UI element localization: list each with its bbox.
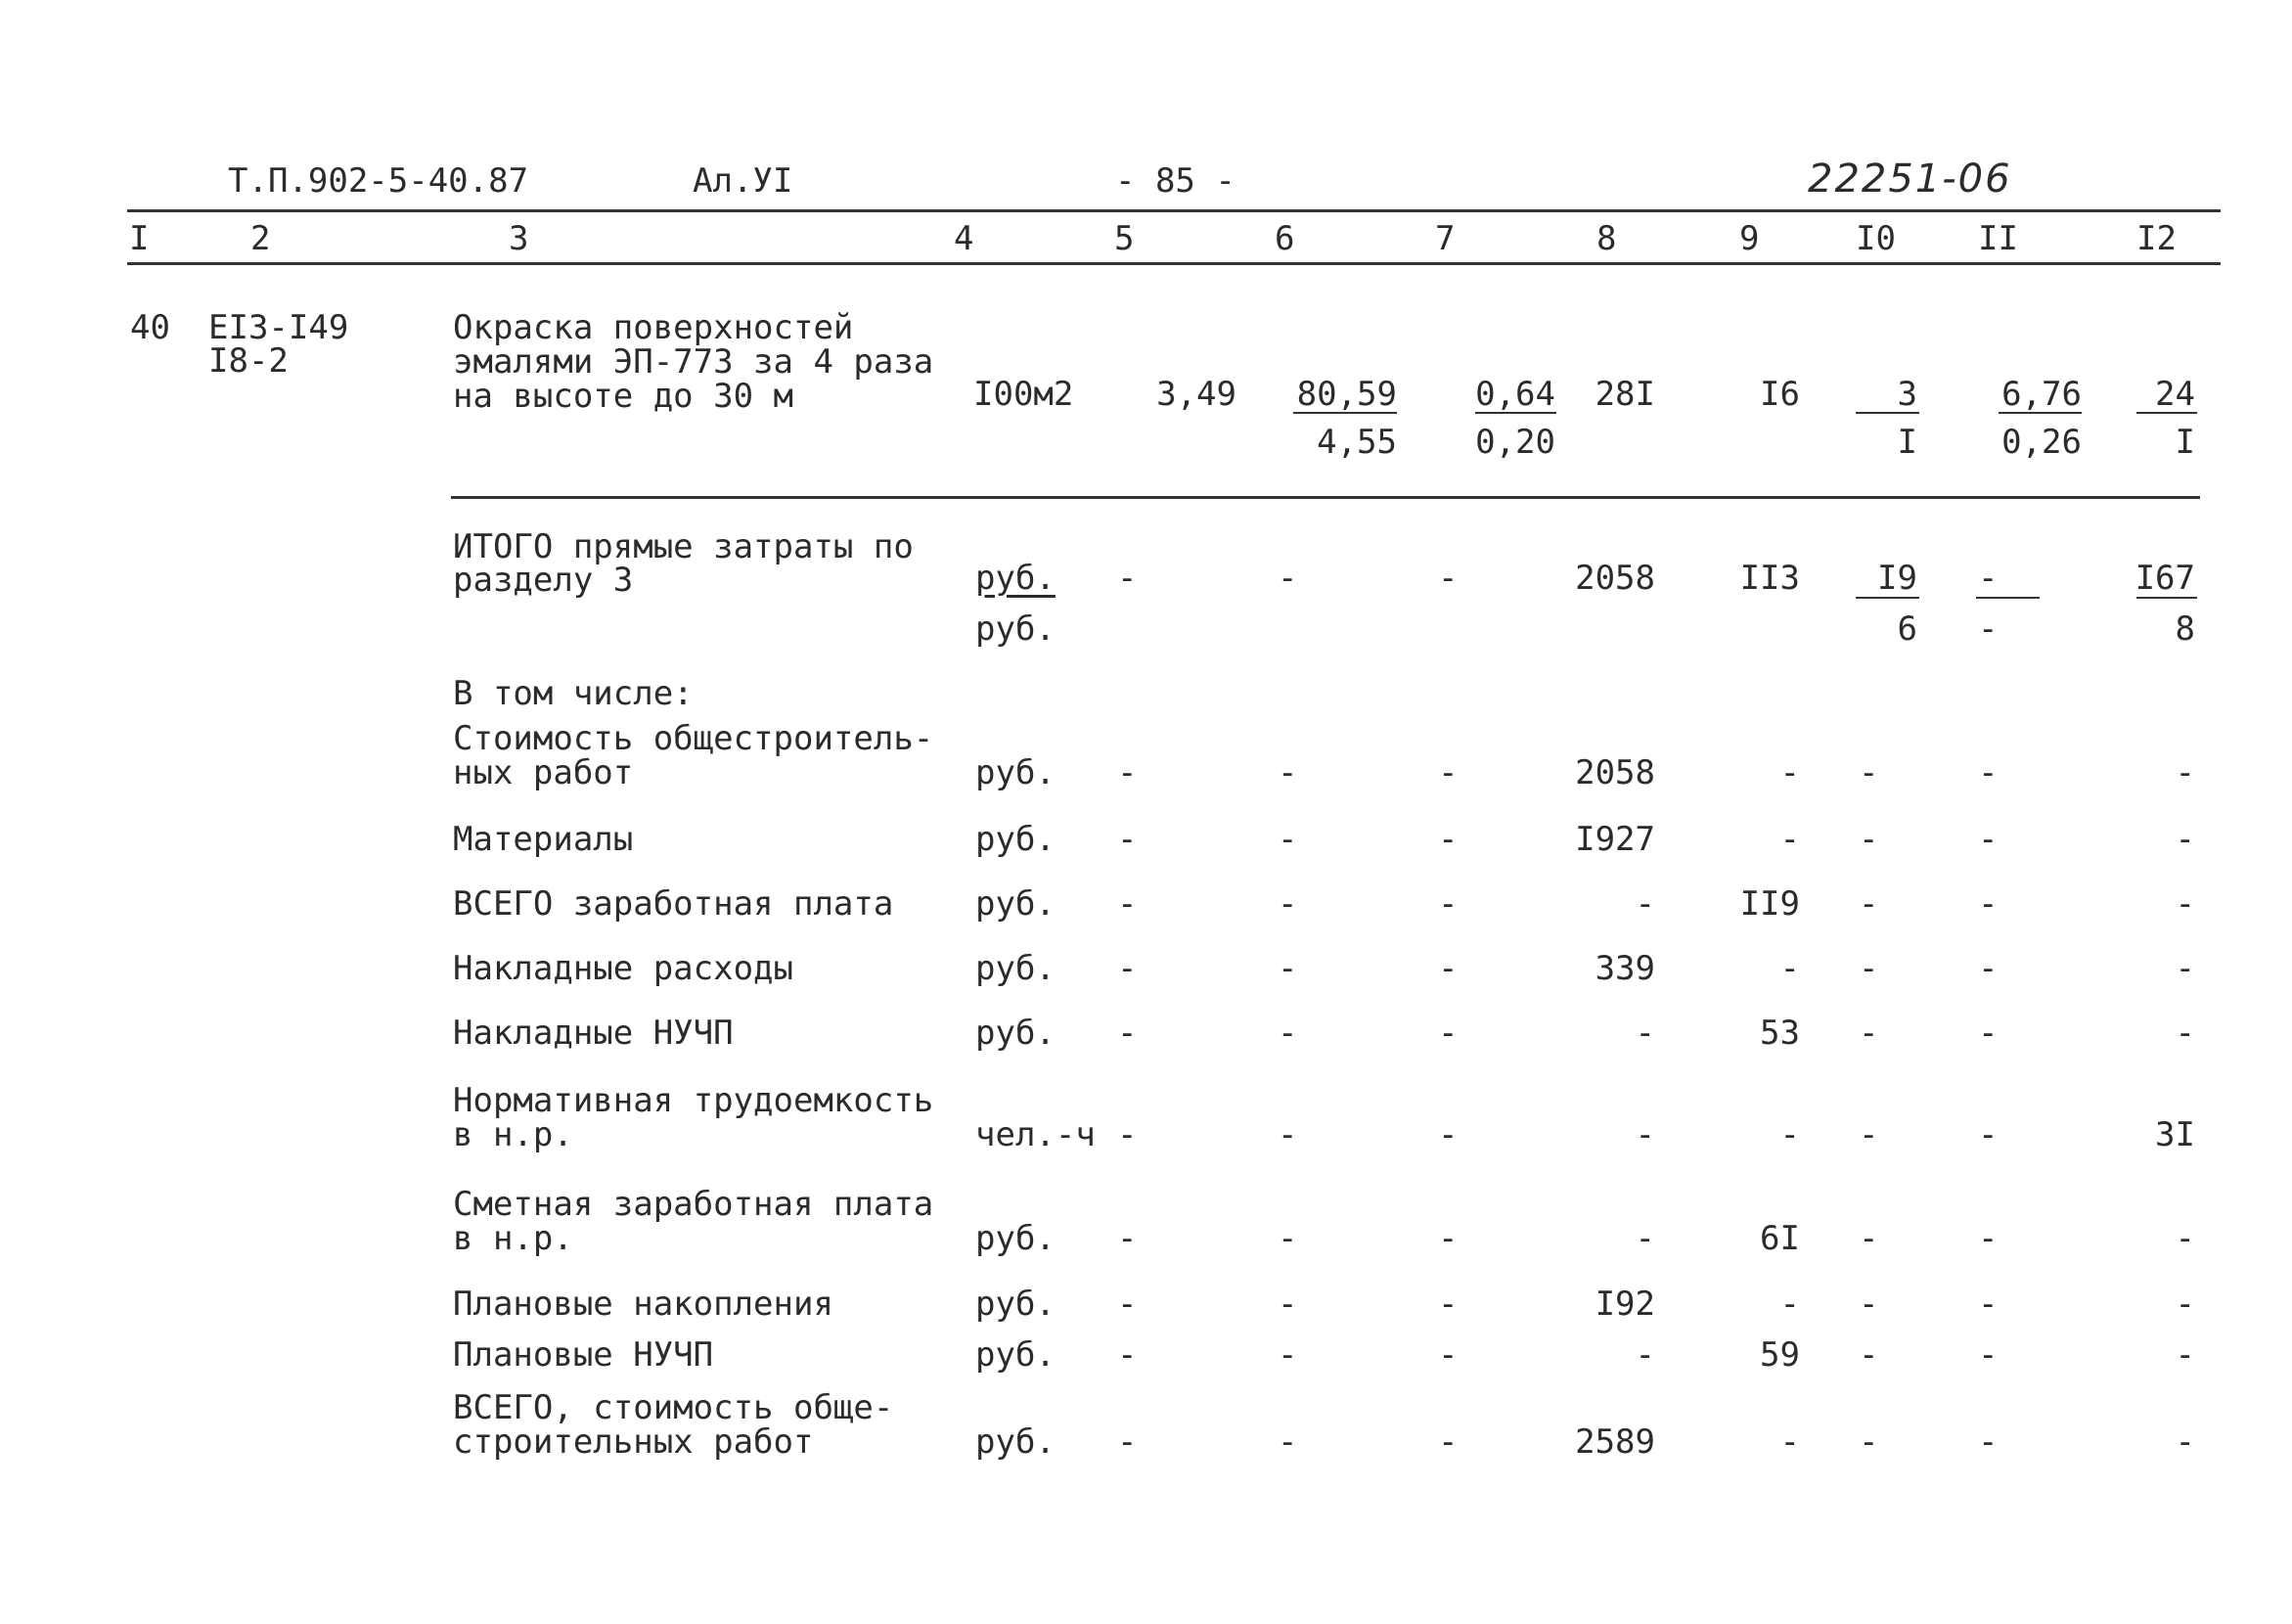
row-col7: - bbox=[1438, 753, 1459, 792]
row-label-line1: Плановые накопления bbox=[453, 1285, 833, 1324]
row-col10: - bbox=[1859, 884, 1879, 924]
row-label-line1: Накладные расходы bbox=[453, 949, 793, 988]
row-col5: - bbox=[1117, 1422, 1138, 1462]
row-col12: - bbox=[2175, 884, 2195, 924]
itogo-col10-bottom: 6 bbox=[1897, 609, 1917, 649]
row-col7: - bbox=[1438, 949, 1459, 988]
row-col7: - bbox=[1438, 1115, 1459, 1154]
itogo-col5: - bbox=[1117, 559, 1138, 598]
v-tom-chisle-label: В том числе: bbox=[453, 674, 694, 713]
row-col10: - bbox=[1859, 949, 1879, 988]
row-col5: - bbox=[1117, 884, 1138, 924]
itogo-col11-top: - bbox=[1978, 559, 1999, 598]
row-col7: - bbox=[1438, 1422, 1459, 1462]
row-unit: руб. bbox=[975, 949, 1056, 988]
row-col9: - bbox=[1779, 949, 1800, 988]
row-col10: - bbox=[1859, 820, 1879, 859]
handwritten-number: 22251-06 bbox=[1808, 157, 2012, 202]
row-unit: руб. bbox=[975, 1285, 1056, 1324]
row-col8: 339 bbox=[1595, 949, 1655, 988]
column-number: I0 bbox=[1856, 219, 1896, 258]
column-number: I bbox=[129, 219, 150, 258]
row-col5: - bbox=[1117, 1335, 1138, 1375]
row-label-line1: Стоимость общестроитель- bbox=[453, 719, 934, 758]
page-number: - 85 - bbox=[1115, 161, 1236, 201]
column-number: 3 bbox=[509, 219, 529, 258]
row-col11: - bbox=[1978, 1014, 1999, 1053]
item-col12-bottom: I bbox=[2175, 423, 2195, 462]
row-col9: - bbox=[1779, 1285, 1800, 1324]
itogo-col9: II3 bbox=[1739, 559, 1800, 598]
itogo-label-line2: разделу 3 bbox=[453, 561, 634, 600]
row-col7: - bbox=[1438, 1219, 1459, 1258]
item-col7-bottom: 0,20 bbox=[1475, 423, 1555, 462]
itogo-col10-fraction-line bbox=[1856, 597, 1919, 599]
row-col6: - bbox=[1278, 1115, 1298, 1154]
itogo-col12-top: I67 bbox=[2135, 559, 2195, 598]
item-col10-top: 3 bbox=[1897, 375, 1917, 414]
itogo-col8: 2058 bbox=[1575, 559, 1655, 598]
row-col9: - bbox=[1779, 1115, 1800, 1154]
row-col11: - bbox=[1978, 1422, 1999, 1462]
itogo-label-line1: ИТОГО прямые затраты по bbox=[453, 527, 914, 566]
column-number: 5 bbox=[1114, 219, 1135, 258]
column-number: 6 bbox=[1275, 219, 1295, 258]
row-col5: - bbox=[1117, 820, 1138, 859]
row-col9: - bbox=[1779, 820, 1800, 859]
row-unit: руб. bbox=[975, 1422, 1056, 1462]
row-col6: - bbox=[1278, 1335, 1298, 1375]
row-col9: 59 bbox=[1760, 1335, 1800, 1375]
item-col11-bottom: 0,26 bbox=[2001, 423, 2082, 462]
item-code-line2: I8-2 bbox=[208, 341, 289, 381]
row-col12: - bbox=[2175, 949, 2195, 988]
row-label-line1: Плановые НУЧП bbox=[453, 1335, 714, 1375]
row-col5: - bbox=[1117, 753, 1138, 792]
item-col11-fraction-line bbox=[1999, 412, 2082, 414]
row-col8: I92 bbox=[1595, 1285, 1655, 1324]
column-number: II bbox=[1978, 219, 2018, 258]
row-col8: - bbox=[1635, 1115, 1655, 1154]
row-col12: - bbox=[2175, 820, 2195, 859]
item-col8: 28I bbox=[1595, 375, 1655, 414]
row-label-line1: ВСЕГО заработная плата bbox=[453, 884, 894, 924]
item-code-line1: ЕI3-I49 bbox=[208, 308, 349, 347]
row-col12: - bbox=[2175, 1014, 2195, 1053]
row-col6: - bbox=[1278, 1422, 1298, 1462]
row-col6: - bbox=[1278, 884, 1298, 924]
item-col11-top: 6,76 bbox=[2001, 375, 2082, 414]
row-unit: руб. bbox=[975, 884, 1056, 924]
itogo-col7: - bbox=[1438, 559, 1459, 598]
column-number: 2 bbox=[250, 219, 271, 258]
row-unit: руб. bbox=[975, 820, 1056, 859]
row-col10: - bbox=[1859, 753, 1879, 792]
row-col12: - bbox=[2175, 1335, 2195, 1375]
row-col7: - bbox=[1438, 1335, 1459, 1375]
column-number: 9 bbox=[1739, 219, 1760, 258]
row-col12: - bbox=[2175, 1285, 2195, 1324]
album-label: Ал.УI bbox=[693, 161, 793, 201]
row-unit: руб. bbox=[975, 1014, 1056, 1053]
row-col8: - bbox=[1635, 1219, 1655, 1258]
item-col7-top: 0,64 bbox=[1475, 375, 1555, 414]
row-col9: - bbox=[1779, 753, 1800, 792]
row-label-line2: в н.р. bbox=[453, 1219, 573, 1258]
row-col12: 3I bbox=[2155, 1115, 2195, 1154]
row-col6: - bbox=[1278, 949, 1298, 988]
itogo-col11-fraction-line bbox=[1976, 597, 2040, 599]
row-label-line2: ных работ bbox=[453, 753, 634, 792]
row-label-line1: Нормативная трудоемкость bbox=[453, 1081, 934, 1120]
item-desc-line1: Окраска поверхностей bbox=[453, 308, 854, 347]
row-col8: I927 bbox=[1575, 820, 1655, 859]
item-col9: I6 bbox=[1760, 375, 1800, 414]
row-col5: - bbox=[1117, 1285, 1138, 1324]
row-label-line1: ВСЕГО, стоимость обще- bbox=[453, 1388, 894, 1427]
itogo-unit-bottom: руб. bbox=[975, 609, 1056, 649]
itogo-col11-bottom: - bbox=[1978, 609, 1999, 649]
item-col10-bottom: I bbox=[1897, 423, 1917, 462]
row-col5: - bbox=[1117, 949, 1138, 988]
row-unit: руб. bbox=[975, 1335, 1056, 1375]
row-col7: - bbox=[1438, 820, 1459, 859]
itogo-unit-top: руб. bbox=[975, 559, 1056, 598]
row-col5: - bbox=[1117, 1219, 1138, 1258]
itogo-col10-top: I9 bbox=[1877, 559, 1917, 598]
row-col10: - bbox=[1859, 1335, 1879, 1375]
row-col11: - bbox=[1978, 1335, 1999, 1375]
column-number: 7 bbox=[1435, 219, 1456, 258]
row-col8: - bbox=[1635, 884, 1655, 924]
row-label-line2: строительных работ bbox=[453, 1422, 814, 1462]
itogo-col12-bottom: 8 bbox=[2175, 609, 2195, 649]
row-unit: руб. bbox=[975, 753, 1056, 792]
row-col9: 53 bbox=[1760, 1014, 1800, 1053]
row-col6: - bbox=[1278, 753, 1298, 792]
header-top-rule bbox=[127, 209, 2221, 212]
doc-code: Т.П.902-5-40.87 bbox=[228, 161, 529, 201]
item-col6-fraction-line bbox=[1293, 412, 1397, 414]
row-col11: - bbox=[1978, 949, 1999, 988]
row-col10: - bbox=[1859, 1115, 1879, 1154]
row-col10: - bbox=[1859, 1422, 1879, 1462]
header-bottom-rule bbox=[127, 262, 2221, 265]
itogo-col12-fraction-line bbox=[2136, 597, 2197, 599]
row-col6: - bbox=[1278, 1219, 1298, 1258]
row-col8: 2589 bbox=[1575, 1422, 1655, 1462]
item-col10-fraction-line bbox=[1856, 412, 1919, 414]
item-col12-top: 24 bbox=[2155, 375, 2195, 414]
row-unit: руб. bbox=[975, 1219, 1056, 1258]
row-col11: - bbox=[1978, 1219, 1999, 1258]
row-col5: - bbox=[1117, 1014, 1138, 1053]
item-unit: I00м2 bbox=[973, 375, 1074, 414]
item-col6-top: 80,59 bbox=[1296, 375, 1397, 414]
row-label-line2: в н.р. bbox=[453, 1115, 573, 1154]
item-col6-bottom: 4,55 bbox=[1317, 423, 1397, 462]
row-col12: - bbox=[2175, 1422, 2195, 1462]
row-col11: - bbox=[1978, 753, 1999, 792]
row-col10: - bbox=[1859, 1014, 1879, 1053]
row-col9: - bbox=[1779, 1422, 1800, 1462]
section-separator bbox=[451, 496, 2200, 499]
column-number: I2 bbox=[2136, 219, 2177, 258]
row-col12: - bbox=[2175, 1219, 2195, 1258]
row-col9: II9 bbox=[1739, 884, 1800, 924]
row-label-line1: Накладные НУЧП bbox=[453, 1014, 734, 1053]
column-number: 4 bbox=[954, 219, 974, 258]
row-label-line1: Материалы bbox=[453, 820, 634, 859]
row-col10: - bbox=[1859, 1219, 1879, 1258]
row-col8: 2058 bbox=[1575, 753, 1655, 792]
item-desc-line2: эмалями ЭП-773 за 4 раза bbox=[453, 342, 934, 382]
item-col7-fraction-line bbox=[1475, 412, 1556, 414]
item-col12-fraction-line bbox=[2136, 412, 2197, 414]
itogo-col6: - bbox=[1278, 559, 1298, 598]
row-label-line1: Сметная заработная плата bbox=[453, 1185, 934, 1224]
item-desc-line3: на высоте до 30 м bbox=[453, 377, 793, 416]
row-col7: - bbox=[1438, 884, 1459, 924]
row-col6: - bbox=[1278, 1014, 1298, 1053]
row-col10: - bbox=[1859, 1285, 1879, 1324]
column-number: 8 bbox=[1596, 219, 1617, 258]
row-col6: - bbox=[1278, 820, 1298, 859]
row-col6: - bbox=[1278, 1285, 1298, 1324]
row-col11: - bbox=[1978, 884, 1999, 924]
row-unit: чел.-ч bbox=[975, 1115, 1096, 1154]
row-col11: - bbox=[1978, 1285, 1999, 1324]
row-col7: - bbox=[1438, 1014, 1459, 1053]
item-col5: 3,49 bbox=[1156, 375, 1236, 414]
row-col8: - bbox=[1635, 1014, 1655, 1053]
item-number: 40 bbox=[130, 308, 170, 347]
row-col12: - bbox=[2175, 753, 2195, 792]
row-col8: - bbox=[1635, 1335, 1655, 1375]
row-col5: - bbox=[1117, 1115, 1138, 1154]
row-col9: 6I bbox=[1760, 1219, 1800, 1258]
row-col7: - bbox=[1438, 1285, 1459, 1324]
row-col11: - bbox=[1978, 1115, 1999, 1154]
row-col11: - bbox=[1978, 820, 1999, 859]
